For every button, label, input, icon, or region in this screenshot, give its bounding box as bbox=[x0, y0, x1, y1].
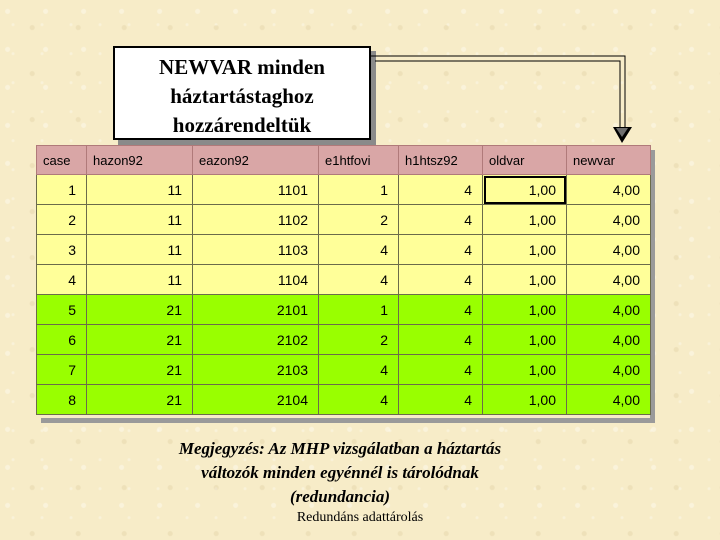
column-header-eazon92[interactable]: eazon92 bbox=[193, 146, 319, 175]
cell-h1htsz92[interactable]: 4 bbox=[399, 205, 483, 235]
cell-oldvar[interactable]: 1,00 bbox=[483, 385, 567, 415]
cell-newvar[interactable]: 4,00 bbox=[567, 205, 651, 235]
cell-eazon92[interactable]: 2101 bbox=[193, 295, 319, 325]
cell-newvar[interactable]: 4,00 bbox=[567, 355, 651, 385]
callout-line-3: hozzárendeltük bbox=[172, 113, 312, 137]
cell-hazon92[interactable]: 11 bbox=[87, 175, 193, 205]
table-row bbox=[37, 205, 651, 235]
cell-newvar[interactable]: 4,00 bbox=[567, 235, 651, 265]
table-row bbox=[37, 265, 651, 295]
cell-oldvar[interactable]: 1,00 bbox=[483, 295, 567, 325]
callout-line-2: háztartástaghoz bbox=[170, 84, 314, 108]
cell-newvar[interactable]: 4,00 bbox=[567, 385, 651, 415]
cell-case[interactable]: 2 bbox=[37, 205, 87, 235]
table-row bbox=[37, 355, 651, 385]
note-text bbox=[110, 437, 570, 509]
column-header-oldvar[interactable]: oldvar bbox=[483, 146, 567, 175]
slide-caption: Redundáns adattárolás bbox=[296, 510, 424, 525]
note-line-3: (redundancia) bbox=[289, 487, 391, 506]
cell-eazon92[interactable]: 1101 bbox=[193, 175, 319, 205]
column-header-h1htsz92[interactable]: h1htsz92 bbox=[399, 146, 483, 175]
table-header-row bbox=[37, 146, 651, 175]
cell-hazon92[interactable]: 11 bbox=[87, 205, 193, 235]
cell-hazon92[interactable]: 21 bbox=[87, 325, 193, 355]
cell-hazon92[interactable]: 21 bbox=[87, 295, 193, 325]
cell-eazon92[interactable]: 1103 bbox=[193, 235, 319, 265]
column-header-hazon92[interactable]: hazon92 bbox=[87, 146, 193, 175]
cell-e1htfovi[interactable]: 4 bbox=[319, 355, 399, 385]
cell-h1htsz92[interactable]: 4 bbox=[399, 175, 483, 205]
cell-case[interactable]: 5 bbox=[37, 295, 87, 325]
cell-case[interactable]: 4 bbox=[37, 265, 87, 295]
cell-h1htsz92[interactable]: 4 bbox=[399, 325, 483, 355]
cell-e1htfovi[interactable]: 4 bbox=[319, 265, 399, 295]
cell-eazon92[interactable]: 2103 bbox=[193, 355, 319, 385]
cell-h1htsz92[interactable]: 4 bbox=[399, 235, 483, 265]
cell-e1htfovi[interactable]: 2 bbox=[319, 325, 399, 355]
data-table bbox=[36, 145, 651, 415]
data-grid bbox=[36, 145, 650, 418]
cell-eazon92[interactable]: 1104 bbox=[193, 265, 319, 295]
callout-arrow bbox=[0, 0, 720, 160]
cell-hazon92[interactable]: 21 bbox=[87, 385, 193, 415]
cell-e1htfovi[interactable]: 4 bbox=[319, 385, 399, 415]
cell-eazon92[interactable]: 2102 bbox=[193, 325, 319, 355]
cell-case[interactable]: 1 bbox=[37, 175, 87, 205]
cell-newvar[interactable]: 4,00 bbox=[567, 295, 651, 325]
cell-newvar[interactable]: 4,00 bbox=[567, 175, 651, 205]
cell-eazon92[interactable]: 1102 bbox=[193, 205, 319, 235]
cell-h1htsz92[interactable]: 4 bbox=[399, 385, 483, 415]
cell-e1htfovi[interactable]: 2 bbox=[319, 205, 399, 235]
cell-oldvar[interactable]: 1,00 bbox=[483, 325, 567, 355]
cell-case[interactable]: 7 bbox=[37, 355, 87, 385]
column-header-case[interactable]: case bbox=[37, 146, 87, 175]
column-header-newvar[interactable]: newvar bbox=[567, 146, 651, 175]
cell-oldvar[interactable]: 1,00 bbox=[483, 205, 567, 235]
cell-eazon92[interactable]: 2104 bbox=[193, 385, 319, 415]
cell-newvar[interactable]: 4,00 bbox=[567, 325, 651, 355]
cell-case[interactable]: 6 bbox=[37, 325, 87, 355]
table-row bbox=[37, 295, 651, 325]
note-line-1: Megjegyzés: Az MHP vizsgálatban a háztartás bbox=[178, 439, 502, 458]
table-row bbox=[37, 235, 651, 265]
table-row bbox=[37, 175, 651, 205]
cell-e1htfovi[interactable]: 1 bbox=[319, 175, 399, 205]
callout-line-1: NEWVAR minden bbox=[159, 55, 325, 79]
table-row bbox=[37, 325, 651, 355]
cell-hazon92[interactable]: 11 bbox=[87, 235, 193, 265]
cell-oldvar[interactable]: 1,00 bbox=[483, 355, 567, 385]
cell-hazon92[interactable]: 11 bbox=[87, 265, 193, 295]
cell-case[interactable]: 3 bbox=[37, 235, 87, 265]
cell-oldvar[interactable]: 1,00 bbox=[483, 265, 567, 295]
cell-e1htfovi[interactable]: 4 bbox=[319, 235, 399, 265]
note-line-2: változók minden egyénnél is tárolódnak bbox=[201, 463, 479, 482]
cell-h1htsz92[interactable]: 4 bbox=[399, 295, 483, 325]
cell-newvar[interactable]: 4,00 bbox=[567, 265, 651, 295]
cell-case[interactable]: 8 bbox=[37, 385, 87, 415]
cell-oldvar[interactable]: 1,00 bbox=[483, 175, 567, 205]
cell-e1htfovi[interactable]: 1 bbox=[319, 295, 399, 325]
cell-h1htsz92[interactable]: 4 bbox=[399, 265, 483, 295]
column-header-e1htfovi[interactable]: e1htfovi bbox=[319, 146, 399, 175]
cell-h1htsz92[interactable]: 4 bbox=[399, 355, 483, 385]
cell-oldvar[interactable]: 1,00 bbox=[483, 235, 567, 265]
table-row bbox=[37, 385, 651, 415]
cell-hazon92[interactable]: 21 bbox=[87, 355, 193, 385]
